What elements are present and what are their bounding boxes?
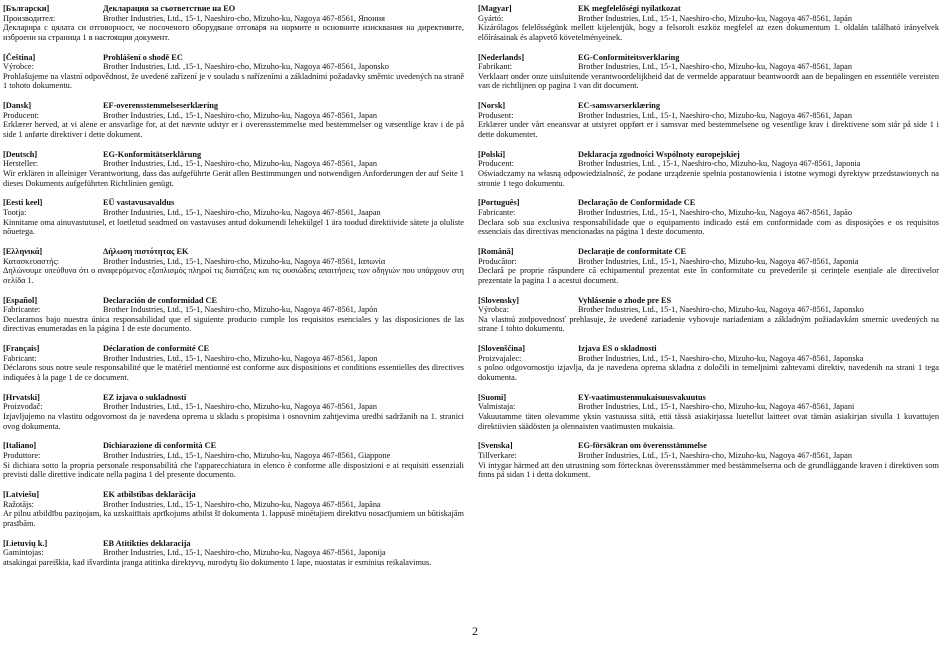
manufacturer-label: Valmistaja: <box>478 402 516 412</box>
declaration-title: Declaración de conformidad CE <box>103 295 218 305</box>
manufacturer-row <box>478 451 939 461</box>
heading-row <box>3 344 464 354</box>
manufacturer-row <box>3 548 464 558</box>
heading-row <box>3 247 464 257</box>
manufacturer-label: Fabricante: <box>3 305 41 315</box>
declaration-text: Kizárólagos felelősségünk mellett kijelentjük, hogy a felsorolt eszköz megfelel az ezen dokumentum 1. oldalán található irányelvek előírásainak és alapvető követelményeinek. <box>478 23 939 42</box>
declaration-text: Déclarons sous notre seule responsabilité que le matériel mentionné est conforme aux dispositions et conditions essentielles des directives indiquées à la page 1 de ce document. <box>3 363 464 382</box>
declaration-text: Ar pilnu atbildību paziņojam, ka uzskaitītais aprīkojums atbilst šī dokumenta 1. lappusē minētajiem direktīvu nosacījumiem un būtiskajām prasībām. <box>3 509 464 528</box>
declaration-title: EF-overensstemmelseserklæring <box>103 101 219 111</box>
manufacturer-address: Brother Industries, Ltd., 15-1, Naeshiro-cho, Mizuho-ku, Nagoya 467-8561, Japão <box>578 207 852 217</box>
manufacturer-label: Fabricante: <box>478 207 516 217</box>
heading-row <box>3 198 464 208</box>
declaration-block <box>3 198 464 247</box>
declaration-block <box>3 490 464 539</box>
language-label: [Dansk] <box>3 101 32 111</box>
declaration-block <box>478 101 939 150</box>
declaration-text: Δηλώνουμε υπεύθυνα ότι ο αναφερόμενος εξοπλισμός πληροί τις διατάξεις και τις ουσιώδεις απαιτήσεις των οδηγιών που υπάρχουν στη σελίδα 1. <box>3 266 464 285</box>
declaration-block <box>478 393 939 442</box>
heading-row <box>3 393 464 403</box>
language-label: [Suomi] <box>478 392 507 402</box>
declaration-text: Vi intygar härmed att den utrustning som förtecknas överensstämmer med bestämmelserna och de grundläggande kraven i direktiven som finns på sidan 1 i detta dokument. <box>478 460 939 480</box>
declaration-text: Declaramos bajo nuestra única responsabilidad que el siguiente producto cumple los requisitos esenciales y las disposiciones de las directivas enumeradas en la página 1 de este documento. <box>3 314 464 334</box>
manufacturer-label: Gamintojas: <box>3 548 44 558</box>
declaration-text: Oświadczamy na własną odpowiedzialność, że podane urządzenie spełnia postanowienia i istotne wymogi dyrektyw przedstawionych na stronie 1 tego dokumentu. <box>478 168 939 188</box>
heading-row <box>3 539 464 549</box>
declaration-block <box>3 539 464 588</box>
heading-row <box>3 101 464 111</box>
declaration-block <box>3 4 464 53</box>
heading-row <box>3 150 464 160</box>
manufacturer-label: Производител: <box>3 13 56 23</box>
manufacturer-row <box>478 111 939 121</box>
language-label: [Hrvatski] <box>3 392 40 402</box>
declaration-text: s polno odgovornostjo izjavlja, da je navedena oprema skladna z določili in temeljnimi zahtevami direktiv, navedenih na strani 1 tega dokumenta. <box>478 363 939 382</box>
manufacturer-label: Produttore: <box>3 450 41 460</box>
declaration-block <box>478 296 939 345</box>
declaration-title: Δήλωση πιστότητας ΕΚ <box>103 246 189 256</box>
manufacturer-address: Brother Industries, Ltd., 15-1, Naeshiro-cho, Mizuho-ku, Nagoya 467-8561, Japón <box>103 305 378 315</box>
declaration-text: Prohlašujeme na vlastní odpovědnost, že uvedené zařízení je v souladu s nařízeními a základními požadavky směrnic uvedených na straně 1 tohoto dokumentu. <box>3 71 464 91</box>
manufacturer-label: Tillverkare: <box>478 450 517 460</box>
manufacturer-address: Brother Industries, Ltd., 15-1, Naeshiro-cho, Mizuho-ku, Nagoya 467-8561, Japán <box>578 13 852 23</box>
language-label: [Português] <box>478 198 520 208</box>
manufacturer-address: Brother Industries, Ltd., 15-1, Naeshiro-cho, Mizuho-ku, Nagoya 467-8561, Japan <box>578 62 852 72</box>
declaration-block <box>478 247 939 296</box>
manufacturer-row <box>3 354 464 364</box>
language-label: [Norsk] <box>478 101 506 111</box>
left-column <box>3 4 464 587</box>
manufacturer-label: Proizvajalec: <box>478 353 522 363</box>
declaration-text: Si dichiara sotto la propria personale responsabilità che l'apparecchiatura in elenco è conforme alle disposizioni e ai requisiti essenziali previsti dalle direttive indicate nella pagina 1 del presente documento. <box>3 460 464 480</box>
heading-row <box>478 53 939 63</box>
manufacturer-label: Fabricant: <box>3 353 37 363</box>
declaration-text: Declara sob sua exclusiva responsabilidade que o equipamento indicado está em conformidade com as disposições e os requisitos essenciais das directivas mencionadas na página 1 deste documento. <box>478 217 939 237</box>
declaration-text: Vakuutamme täten olevamme yksin vastuussa siitä, että tässä asiakirjassa luetellut laitteet ovat tämän asiakirjan sivulla 1 kuvattujen direktiivien säädösten ja olennaisten vaatimusten mukaisia. <box>478 411 939 431</box>
manufacturer-address: Brother Industries, Ltd., 15-1, Naeshiro-cho, Mizuho-ku, Nagoya 467-8561, Japan <box>103 110 377 120</box>
declaration-title: Dichiarazione di conformità CE <box>103 441 217 451</box>
manufacturer-row <box>3 14 464 24</box>
declaration-block <box>3 441 464 490</box>
heading-row <box>3 490 464 500</box>
declaration-block <box>478 344 939 393</box>
language-label: [Română] <box>478 246 514 256</box>
manufacturer-label: Κατασκευαστής: <box>3 256 60 266</box>
declaration-block <box>478 441 939 490</box>
manufacturer-row <box>478 305 939 315</box>
manufacturer-row <box>478 62 939 72</box>
declaration-block <box>478 4 939 53</box>
manufacturer-label: Výrobca: <box>478 305 509 315</box>
manufacturer-label: Tootja: <box>3 207 27 217</box>
declaration-title: Deklaracja zgodności Wspólnoty europejskiej <box>578 149 740 159</box>
declaration-block <box>3 296 464 345</box>
language-label: [Français] <box>3 344 40 354</box>
heading-row <box>478 441 939 451</box>
manufacturer-label: Producent: <box>478 159 514 169</box>
heading-row <box>3 296 464 306</box>
language-label: [Español] <box>3 295 38 305</box>
manufacturer-row <box>3 257 464 267</box>
manufacturer-address: Brother Industries, Ltd. , 15-1, Naeshiro-cho, Mizuho-ku, Nagoya 467-8561, Japonia <box>578 159 861 169</box>
manufacturer-address: Brother Industries, Ltd., 15-1, Naeshiro-cho, Mizuho-ku, Nagoya 467-8561, Japonsko <box>578 305 864 315</box>
manufacturer-address: Brother Industries, Ltd., 15-1, Naeshiro-cho, Mizuho-ku, Nagoya 467-8561, Japan <box>578 110 852 120</box>
language-label: [Čeština] <box>3 52 36 62</box>
manufacturer-address: Brother Industries, Ltd., 15-1, Naeshiro-cho, Mizuho-ku, Nagoya 467-8561, Japan <box>103 159 377 169</box>
language-label: [Ελληνικά] <box>3 246 43 256</box>
declaration-title: Izjava ES o skladnosti <box>578 344 657 354</box>
declaration-text: Na vlastnú zodpovednosť prehlasuje, že uvedené zariadenie vyhovuje nariadeniam a základným požiadavkám smerníc uvedených na strane 1 tohto dokumentu. <box>478 314 939 334</box>
heading-row <box>478 198 939 208</box>
heading-row <box>3 441 464 451</box>
manufacturer-row <box>478 14 939 24</box>
declaration-block <box>3 247 464 296</box>
manufacturer-label: Fabrikant: <box>478 62 513 72</box>
heading-row <box>478 4 939 14</box>
declaration-block <box>3 101 464 150</box>
manufacturer-row <box>3 111 464 121</box>
manufacturer-row <box>478 354 939 364</box>
manufacturer-row <box>478 159 939 169</box>
language-label: [Svenska] <box>478 441 513 451</box>
language-label: [Magyar] <box>478 4 512 13</box>
manufacturer-row <box>3 62 464 72</box>
declaration-title: EG-Konformitätserklärung <box>103 149 202 159</box>
declaration-title: EG-försäkran om överensstämmelse <box>578 441 707 451</box>
manufacturer-address: Brother Industries, Ltd., 15-1, Naeshiro-cho, Mizuho-ku, Nagoya 467-8561, Japonija <box>103 548 386 558</box>
page-number: 2 <box>472 624 478 638</box>
language-label: [Lietuvių k.] <box>3 538 48 548</box>
declaration-text: atsakingai pareiškia, kad išvardinta įranga atitinka direktyvų, nurodytų šio dokumento 1 lape, nuostatas ir esminius reikalavimus. <box>3 557 432 567</box>
heading-row <box>478 296 939 306</box>
declaration-block <box>3 344 464 393</box>
declaration-title: EG-Conformiteitsverklaring <box>578 52 680 62</box>
language-label: [Slovenščina] <box>478 344 526 354</box>
declaration-title: Declarație de conformitate CE <box>578 246 687 256</box>
manufacturer-address: Brother Industries, Ltd., 15-1, Naeshiro-cho, Mizuho-ku, Nagoya 467-8561, Japonia <box>578 256 859 266</box>
heading-row <box>3 4 464 14</box>
manufacturer-label: Producător: <box>478 256 517 266</box>
manufacturer-label: Hersteller: <box>3 159 39 169</box>
manufacturer-row <box>3 208 464 218</box>
declaration-text: Izjavljujemo na vlastitu odgovornost da je navedena oprema u skladu s propisima i osnovnim zahtjevima uredbi sadržanih na 1. stranici ovog dokumenta. <box>3 411 464 431</box>
heading-row <box>478 101 939 111</box>
declaration-text: Declară pe proprie răspundere că echipamentul prezentat este în conformitate cu prevederile și cerințele esențiale ale directivelor prezentate la pagina 1 a acestui document. <box>478 266 939 285</box>
declaration-block <box>478 53 939 102</box>
declaration-block <box>478 198 939 247</box>
language-label: [Nederlands] <box>478 52 525 62</box>
language-label: [Latviešu] <box>3 489 39 499</box>
manufacturer-address: Brother Industries, Ltd., 15-1, Naeshiro-cho, Mizuho-ku, Nagoya 467-8561, Ιαπωνία <box>103 256 386 266</box>
manufacturer-address: Brother Industries, Ltd., 15-1, Naeshiro-cho, Mizuho-ku, Nagoya 467-8561, Япония <box>103 13 385 23</box>
manufacturer-address: Brother Industries, Ltd., 15-1, Naeshiro-cho, Mizuho-ku, Nagoya 467-8561, Jaapan <box>103 207 381 217</box>
declaration-title: EK megfelelőségi nyilatkozat <box>578 4 681 13</box>
manufacturer-address: Brother Industries, Ltd., 15-1, Naeshiro-cho, Mizuho-ku, Nagoya 467-8561, Japāna <box>103 499 381 509</box>
manufacturer-row <box>478 257 939 267</box>
declaration-title: EK atbilstības deklarācija <box>103 489 196 499</box>
declaration-block <box>3 393 464 442</box>
manufacturer-address: Brother Industries, Ltd., 15-1, Naeshiro-cho, Mizuho-ku, Nagoya 467-8561, Japan <box>578 450 852 460</box>
heading-row <box>478 247 939 257</box>
language-label: [Deutsch] <box>3 149 38 159</box>
manufacturer-row <box>3 402 464 412</box>
declaration-title: Declaração de Conformidade CE <box>578 198 696 208</box>
heading-row <box>478 150 939 160</box>
manufacturer-row <box>3 305 464 315</box>
manufacturer-label: Producent: <box>3 110 39 120</box>
manufacturer-label: Proizvođač: <box>3 402 43 412</box>
manufacturer-address: Brother Industries, Ltd., 15-1, Naeshiro-cho, Mizuho-ku, Nagoya 467-8561, Japon <box>103 353 378 363</box>
manufacturer-label: Výrobce: <box>3 62 34 72</box>
declaration-title: Prohlášení o shodě EC <box>103 52 183 62</box>
language-label: [Eesti keel] <box>3 198 43 208</box>
manufacturer-address: Brother Industries, Ltd. ,15-1, Naeshiro-cho, Mizuho-ku, Nagoya 467-8561, Japonsko <box>103 62 389 72</box>
language-label: [Slovensky] <box>478 295 520 305</box>
heading-row <box>3 53 464 63</box>
declaration-text: Декларира с цялата си отговорност, че посоченото оборудване отговаря на нормите и основните изисквания на директивите, изброени на страница 1 в настоящия документ. <box>3 23 464 42</box>
declaration-text: Wir erklären in alleiniger Verantwortung, dass das aufgeführte Gerät allen Bestimmungen und notwendigen Anforderungen der auf Seite 1 dieses Dokuments aufgeführten Richtlinien genügt. <box>3 168 464 188</box>
manufacturer-row <box>478 402 939 412</box>
declaration-title: Vyhlásenie o zhode pre ES <box>578 295 672 305</box>
language-label: [Polski] <box>478 149 506 159</box>
language-label: [Italiano] <box>3 441 37 451</box>
declaration-text: Verklaart onder onze uitsluitende verantwoordelijkheid dat de vermelde apparatuur beantwoordt aan de bepalingen en essentiële vereisten van de richtlijnen op pagina 1 van dit document. <box>478 71 939 91</box>
heading-row <box>478 344 939 354</box>
manufacturer-address: Brother Industries, Ltd., 15-1, Naeshiro-cho, Mizuho-ku, Nagoya 467-8561, Japani <box>578 402 855 412</box>
declaration-title: EB Atitikties deklaracija <box>103 538 191 548</box>
declaration-title: Декларация за съответствие на ЕО <box>103 4 236 13</box>
declaration-title: EÜ vastavusavaldus <box>103 198 175 208</box>
declaration-block <box>3 150 464 199</box>
manufacturer-address: Brother Industries, Ltd., 15-1, Naeshiro-cho, Mizuho-ku, Nagoya 467-8561, Japonska <box>578 353 864 363</box>
declaration-title: EZ izjava o sukladnosti <box>103 392 187 402</box>
declaration-block <box>478 150 939 199</box>
declaration-text: Erklærer herved, at vi alene er ansvarlige for, at det nævnte udstyr er i overensstemmelse med bestemmelser og væsentlige krav i de på side 1 anførte direktiver i dette dokument. <box>3 120 464 139</box>
manufacturer-label: Produsent: <box>478 110 514 120</box>
manufacturer-row <box>3 159 464 169</box>
declaration-text: Kinnitame oma ainuvastutusel, et loetletud seadmed on vastavuses antud dokumendi lehekülgel 1 ära toodud direktiivide sätete ja oluliste nõuetega. <box>3 217 464 237</box>
manufacturer-row <box>478 208 939 218</box>
declaration-title: EC-samsvarserklæring <box>578 101 661 111</box>
right-column <box>478 4 939 490</box>
manufacturer-row <box>3 500 464 510</box>
declaration-text: Erklærer under vårt eneansvar at utstyret oppført er i samsvar med bestemmelsene og vesentlige krav i direktivene som står på side 1 i dette dokumentet. <box>478 120 939 139</box>
language-label: [Български] <box>3 4 50 13</box>
manufacturer-label: Gyártó: <box>478 13 504 23</box>
declaration-block <box>3 53 464 102</box>
heading-row <box>478 393 939 403</box>
declaration-title: EY-vaatimustenmukaisuusvakuutus <box>578 392 706 402</box>
manufacturer-row <box>3 451 464 461</box>
manufacturer-label: Ražotājs: <box>3 499 34 509</box>
manufacturer-address: Brother Industries, Ltd., 15-1, Naeshiro-cho, Mizuho-ku, Nagoya 467-8561, Giappone <box>103 450 391 460</box>
declaration-title: Déclaration de conformité CE <box>103 344 210 354</box>
manufacturer-address: Brother Industries, Ltd., 15-1, Naeshiro-cho, Mizuho-ku, Nagoya 467-8561, Japan <box>103 402 377 412</box>
